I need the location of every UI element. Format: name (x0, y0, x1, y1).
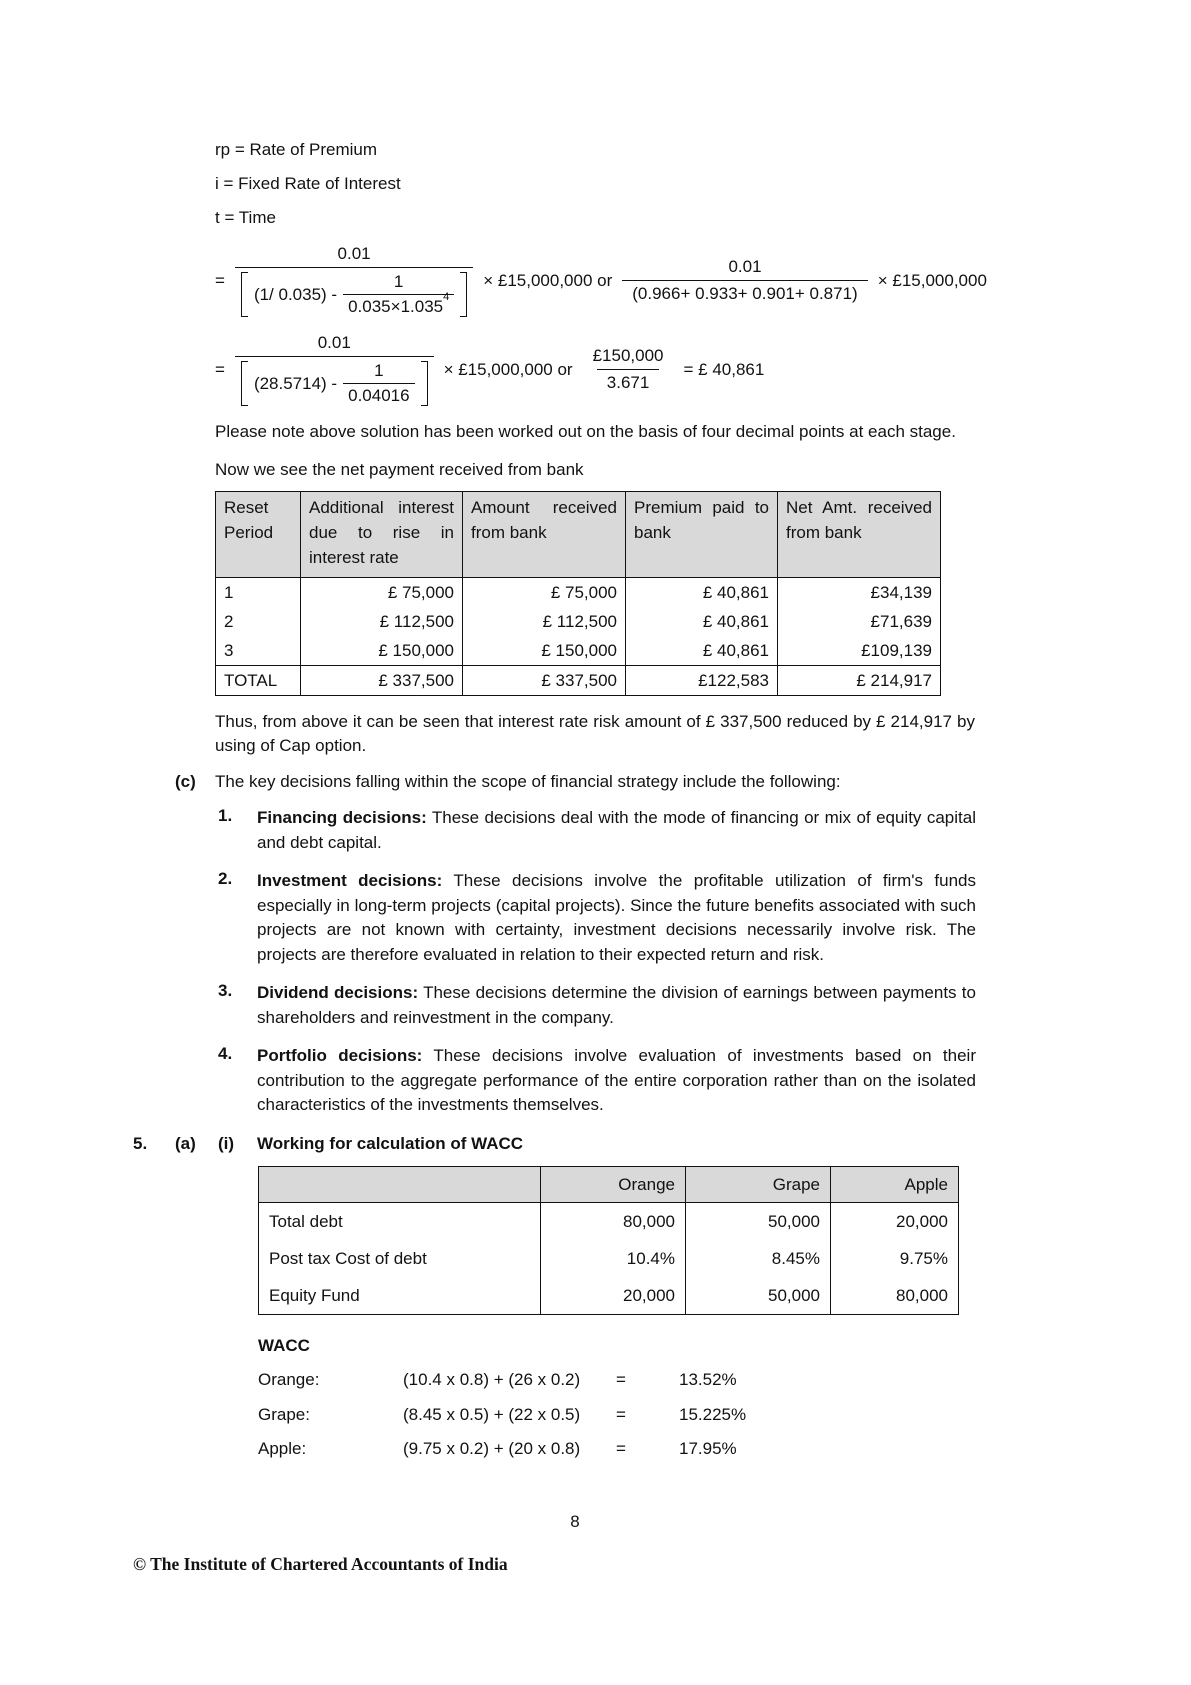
table-cell: 50,000 (686, 1202, 831, 1240)
denominator (235, 267, 473, 317)
table-cell: £34,139 (778, 578, 941, 608)
fraction-main (235, 333, 434, 406)
table-row (216, 636, 941, 666)
item-body (257, 981, 976, 1030)
decision-item-dividend (218, 981, 978, 1030)
item-text: These decisions determine the division of earnings between payments to shareholders and reinvestment in the company. (257, 983, 976, 1027)
definition-rp: rp = Rate of Premium (215, 140, 378, 159)
decision-item-investment (218, 869, 978, 967)
column-header: Net Amt. received from bank (778, 492, 941, 578)
note-paragraph: Please note above solution has been worked out on the basis of four decimal points at each stage. (215, 422, 956, 441)
wacc-label: Orange: (258, 1370, 320, 1389)
table-row (216, 578, 941, 608)
definition-t: t = Time (215, 208, 276, 227)
numerator: 0.01 (317, 333, 351, 352)
table-row (259, 1240, 959, 1277)
table-cell: £71,639 (778, 607, 941, 636)
table-cell: £ 75,000 (301, 578, 463, 608)
item-title: Investment decisions: (257, 871, 443, 890)
premium-formula-1 (215, 244, 987, 317)
wacc-row-apple (258, 1438, 978, 1459)
numerator: 0.01 (337, 244, 371, 263)
column-header: Additional interest due to rise in interest rate (301, 492, 463, 578)
section-sub: (a) (175, 1133, 196, 1153)
section-text: The key decisions falling within the scope of financial strategy include the following: (215, 772, 841, 791)
item-number: 1. (218, 806, 233, 825)
table-total-row (216, 666, 941, 696)
premium-formula-2 (215, 333, 978, 406)
right-bracket (421, 361, 428, 406)
denominator-base: 0.035×1.035 (348, 297, 444, 316)
table-cell: £ 75,000 (463, 578, 626, 608)
wacc-label: Grape: (258, 1404, 310, 1424)
wacc-row-orange (258, 1369, 978, 1390)
wacc-working-table (258, 1166, 959, 1315)
equals-sign: = (616, 1370, 626, 1389)
table-cell: £109,139 (778, 636, 941, 666)
table-cell: 2 (216, 607, 301, 636)
table-cell: £ 337,500 (301, 666, 463, 696)
column-header: Grape (686, 1166, 831, 1202)
wacc-result: 13.52% (679, 1370, 737, 1389)
decision-item-portfolio (218, 1044, 978, 1118)
table-cell: £ 150,000 (301, 636, 463, 666)
wacc-label: Apple: (258, 1439, 307, 1458)
item-text: These decisions deal with the mode of financing or mix of equity capital and debt capital. (257, 808, 976, 852)
fraction-main (235, 244, 473, 317)
denominator: (0.966+ 0.933+ 0.901+ 0.871) (622, 280, 867, 304)
row-label: Total debt (259, 1202, 541, 1240)
table-cell: £ 112,500 (301, 607, 463, 636)
numerator: 1 (393, 272, 404, 291)
table-cell: 80,000 (831, 1277, 959, 1315)
table-cell: £ 40,861 (626, 607, 778, 636)
table-cell: £ 40,861 (626, 636, 778, 666)
section-subsub: (i) (218, 1133, 235, 1153)
numerator: 1 (374, 361, 384, 380)
column-header: Amount received from bank (463, 492, 626, 578)
section-5-heading (133, 1134, 978, 1154)
table-cell: £ 40,861 (626, 578, 778, 608)
numerator: £150,000 (592, 346, 664, 365)
multiplier-text: × £15,000,000 (877, 270, 987, 290)
table-cell: 50,000 (686, 1277, 831, 1315)
section-c (175, 772, 978, 792)
net-payment-table (215, 491, 941, 696)
table-row (259, 1277, 959, 1315)
table-cell: TOTAL (216, 666, 301, 696)
table-cell: £ 150,000 (463, 636, 626, 666)
table-cell: 9.75% (831, 1240, 959, 1277)
item-body (257, 869, 976, 967)
denominator: 3.671 (597, 369, 660, 393)
decision-item-financing (218, 806, 978, 855)
column-header: Premium paid to bank (626, 492, 778, 578)
formula-result: = £ 40,861 (683, 359, 765, 379)
section-number: 5. (133, 1133, 148, 1153)
multiplier-text: × £15,000,000 or (443, 359, 573, 379)
page-number: 8 (570, 1512, 580, 1531)
left-bracket (241, 272, 248, 317)
footer-copyright: © The Institute of Chartered Accountants of India (133, 1554, 508, 1574)
item-title: Dividend decisions: (257, 983, 419, 1002)
item-body (257, 1044, 976, 1118)
column-header: Reset Period (216, 492, 301, 578)
wacc-heading: WACC (258, 1335, 310, 1355)
denominator (343, 291, 454, 317)
fraction-alt (583, 346, 674, 393)
table-cell: 3 (216, 636, 301, 666)
nested-fraction (343, 361, 414, 406)
thus-paragraph: Thus, from above it can be seen that interest rate risk amount of £ 337,500 reduced by £ 214,917 by using of Cap option. (215, 712, 975, 755)
definition-i: i = Fixed Rate of Interest (215, 174, 401, 193)
table-row (216, 607, 941, 636)
item-title: Portfolio decisions: (257, 1046, 423, 1065)
item-number: 3. (218, 981, 233, 1000)
table-cell: £122,583 (626, 666, 778, 696)
table-header-row (259, 1166, 959, 1202)
table-cell: 1 (216, 578, 301, 608)
item-number: 4. (218, 1044, 233, 1063)
item-text: These decisions involve evaluation of investments based on their contribution to the aggregate performance of the entire corporation rather than on the isolated characteristics of the investments themselves. (257, 1046, 976, 1114)
row-label: Equity Fund (259, 1277, 541, 1315)
equals-sign: = (616, 1404, 626, 1424)
item-body (257, 806, 976, 855)
left-bracket (241, 361, 248, 406)
wacc-formula: (8.45 x 0.5) + (22 x 0.5) (403, 1404, 581, 1424)
fraction-alt (622, 257, 867, 304)
column-header: Apple (831, 1166, 959, 1202)
wacc-formula: (10.4 x 0.8) + (26 x 0.2) (403, 1370, 581, 1389)
table-cell: 8.45% (686, 1240, 831, 1277)
table-header-row (216, 492, 941, 578)
page-content (133, 140, 987, 1459)
section-label: (c) (175, 772, 196, 791)
now-see-paragraph: Now we see the net payment received from bank (215, 460, 584, 479)
item-text: These decisions involve the profitable utilization of firm's funds especially in long-term projects (capital projects). Since the future benefits associated with such projects are not known with certainty, investment decisions necessarily involve risk. The projects are therefore evaluated in relation to their expected return and risk. (257, 871, 976, 964)
table-cell: £ 337,500 (463, 666, 626, 696)
table-cell: £ 214,917 (778, 666, 941, 696)
table-cell: 80,000 (541, 1202, 686, 1240)
table-cell: 20,000 (541, 1277, 686, 1315)
exponent: 4 (443, 291, 450, 304)
denominator (235, 356, 434, 406)
numerator: 0.01 (728, 257, 762, 276)
column-header-blank (259, 1166, 541, 1202)
nested-fraction (343, 272, 454, 317)
item-title: Financing decisions: (257, 808, 427, 827)
wacc-result: 17.95% (679, 1439, 737, 1458)
equals-sign: = (616, 1439, 626, 1458)
denominator-term: (28.5714) - (253, 373, 338, 393)
row-label: Post tax Cost of debt (259, 1240, 541, 1277)
table-cell: £ 112,500 (463, 607, 626, 636)
denominator-term: (1/ 0.035) - (253, 284, 338, 304)
table-cell: 10.4% (541, 1240, 686, 1277)
column-header: Orange (541, 1166, 686, 1202)
section-title: Working for calculation of WACC (257, 1133, 524, 1153)
right-bracket (460, 272, 467, 317)
denominator: 0.04016 (343, 383, 414, 406)
wacc-result: 15.225% (679, 1404, 747, 1424)
wacc-row-grape (258, 1404, 978, 1425)
wacc-formula: (9.75 x 0.2) + (20 x 0.8) (403, 1439, 581, 1458)
item-number: 2. (218, 869, 233, 888)
multiplier-text: × £15,000,000 or (483, 270, 613, 290)
table-row (259, 1202, 959, 1240)
equals-sign: = (215, 270, 225, 290)
table-cell: 20,000 (831, 1202, 959, 1240)
equals-sign: = (215, 359, 225, 379)
